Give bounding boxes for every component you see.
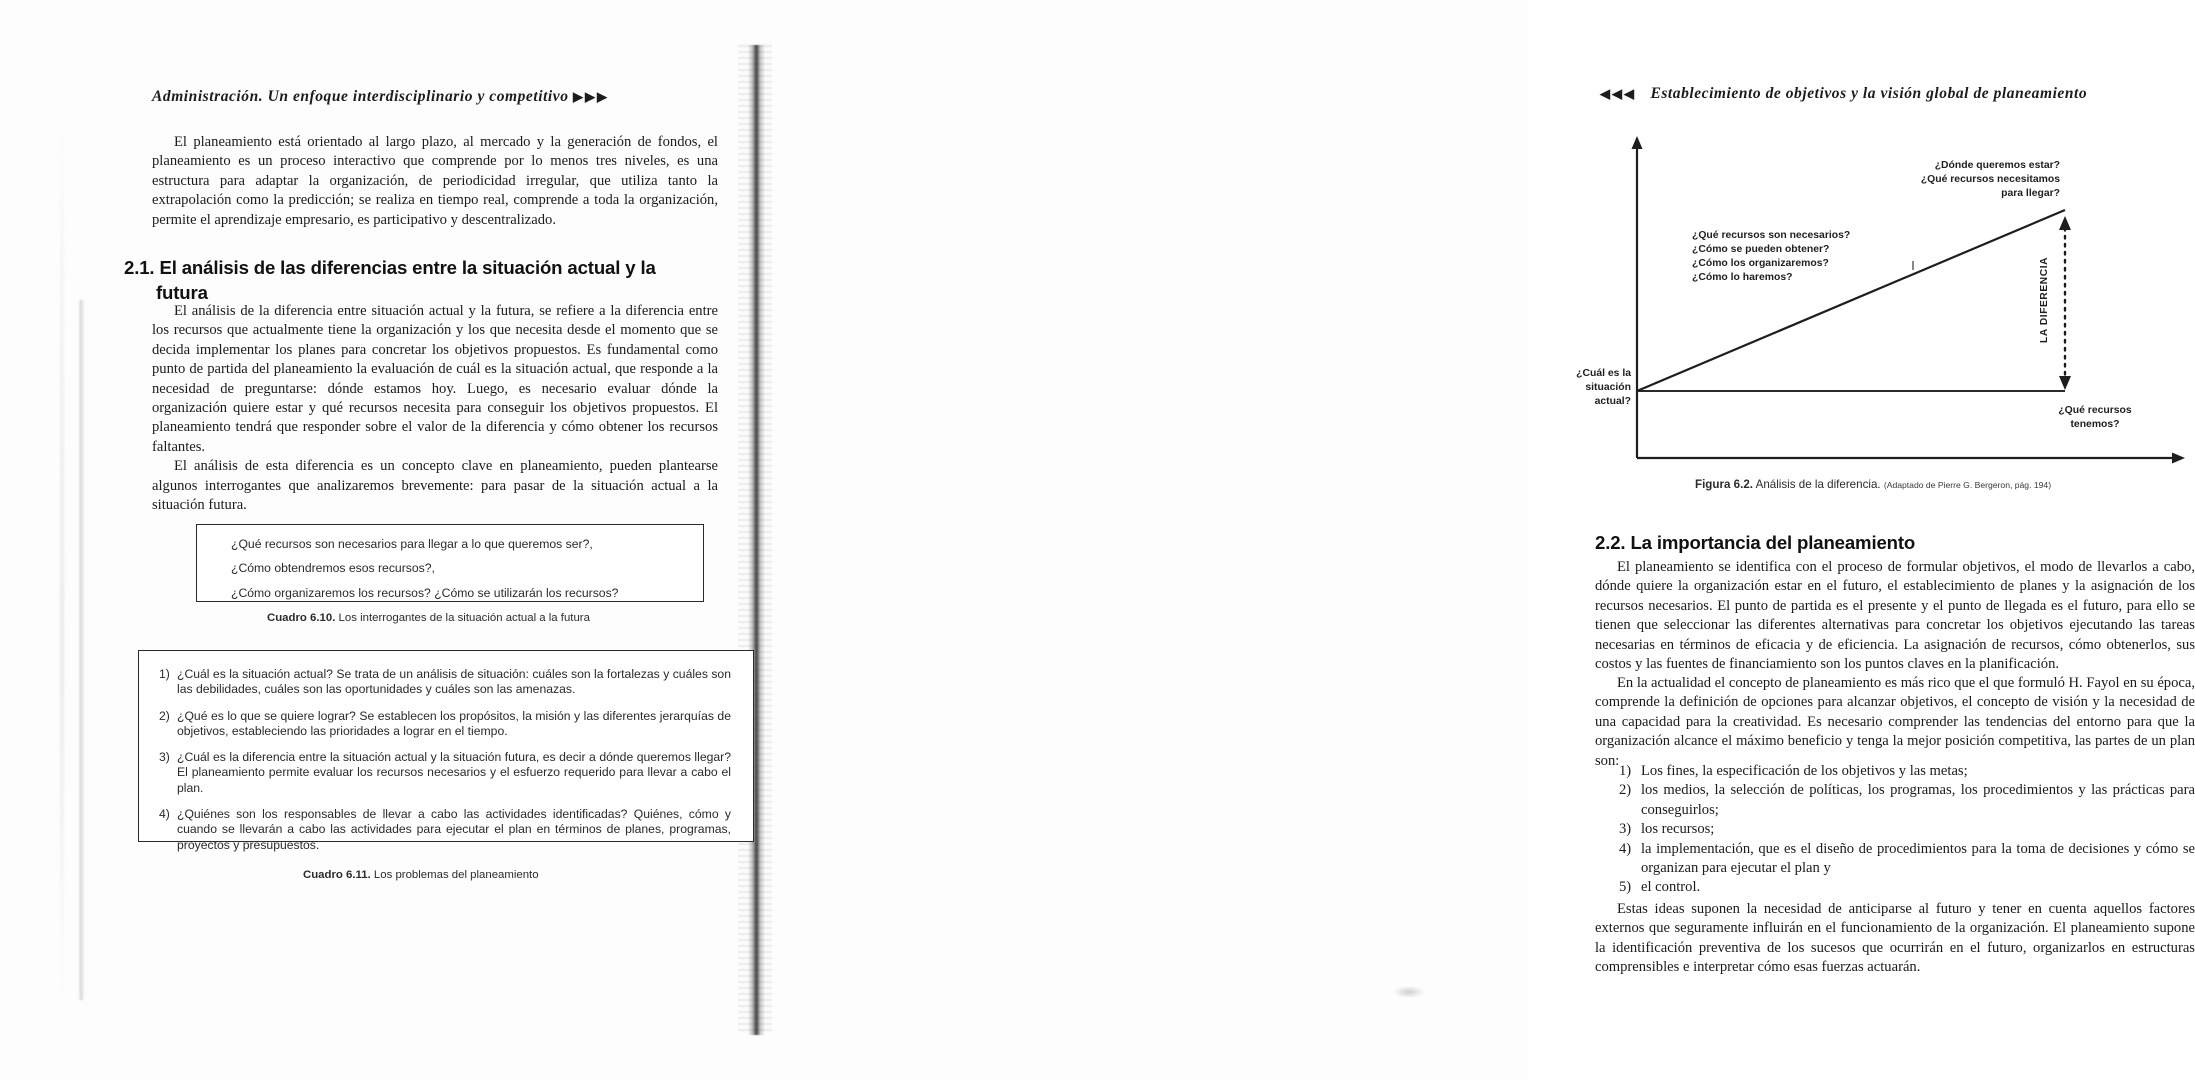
annotation-origin-line3: actual? bbox=[1594, 396, 1631, 407]
annotation-middle-left-line1: ¿Qué recursos son necesarios? bbox=[1692, 230, 1851, 241]
plan-part-1-text: Los fines, la especificación de los objetivos y las metas; bbox=[1641, 763, 1968, 779]
left-page bbox=[0, 0, 745, 1080]
cuadro-6-10-caption-text: Los interrogantes de la situación actual a la futura bbox=[338, 612, 590, 624]
right-paragraph-1: El planeamiento se identifica con el proceso de formular objetivos, el modo de llevarlos a cabo, dónde quiere la organización estar en el futuro, el establecimiento de planes y la asignación de los recursos necesarios. El punto de partida es el presente y el punto de llegada es el futuro, para ello se tienen que seleccionar las diferentes alternativas para concretar los objetivos ejecutando las tareas necesarias en términos de eficacia y de eficiencia. La asignación de recursos, cómo obtenerlos, sus costos y las fuentes de financiamiento son los puntos claves en la planificación. bbox=[1595, 559, 2195, 673]
gap-arrow-down bbox=[2059, 376, 2071, 390]
cuadro-6-11-box bbox=[138, 650, 754, 852]
list-item bbox=[1595, 781, 2195, 820]
cuadro-6-10-line-2: ¿Cómo obtendremos esos recursos?, bbox=[231, 561, 435, 576]
cuadro-6-11-caption-text: Los problemas del planeamiento bbox=[373, 869, 539, 881]
section-2-1-number: 2.1. bbox=[124, 257, 155, 278]
right-paragraph-3: Estas ideas suponen la necesidad de anticiparse al futuro y tener en cuenta aquellos factores externos que seguramente influirán en el funcionamiento de la organización. El planeamiento supone la identificación preventiva de los sucesos que ocurrirán en el futuro, organizarlos en estructuras comprensibles e interpretar cómo esas fuerzas actuarán. bbox=[1595, 901, 2195, 976]
chevron-right-icon: ▶▶▶ bbox=[572, 89, 609, 104]
cuadro-6-11-item-2-number: 2) bbox=[159, 708, 170, 723]
annotation-middle-left-line4: ¿Cómo lo haremos? bbox=[1692, 272, 1793, 283]
list-item bbox=[151, 667, 731, 698]
figura-6-2-caption-label: Figura 6.2. bbox=[1695, 478, 1753, 491]
list-item bbox=[1595, 820, 2195, 839]
left-running-head-text: Administración. Un enfoque interdisciplinario y competitivo bbox=[152, 88, 569, 105]
book-gutter-shadow bbox=[748, 45, 765, 1035]
left-paragraphs-block bbox=[152, 302, 718, 515]
list-item bbox=[151, 709, 731, 740]
cuadro-6-11-item-1-text: ¿Cuál es la situación actual? Se trata de un análisis de situación: cuáles son la fortalezas y cuáles son las debilidades, cuáles son las oportunidades y cuáles son las amenazas. bbox=[177, 667, 731, 697]
figura-6-2 bbox=[1576, 128, 2195, 478]
gap-analysis-chart bbox=[1576, 128, 2195, 478]
cuadro-6-11-item-3-number: 3) bbox=[159, 750, 170, 765]
list-item bbox=[151, 807, 731, 853]
annotation-bottom-right-line2: tenemos? bbox=[2070, 419, 2120, 430]
left-paragraph-2: El análisis de la diferencia entre situación actual y la futura, se refiere a la diferencia entre los recursos que actualmente tiene la organización y los que necesita desde el momento que se decida implementar los planes para concretar los objetivos propuestos. Es fundamental como punto de partida del planeamiento la evaluación de cuál es la situación actual, que responde a la necesidad de preguntarse: dónde estamos hoy. Luego, es necesario evaluar dónde la organización quiere estar y qué recursos necesita para conseguir los objetivos propuestos. El planeamiento tendrá que responder sobre el valor de la diferencia y cómo obtener los recursos faltantes. bbox=[152, 303, 718, 455]
left-paragraph-1-block bbox=[152, 133, 718, 230]
figura-6-2-caption-source: (Adaptado de Pierre G. Bergeron, pág. 194) bbox=[1883, 480, 2052, 490]
plan-part-5-text: el control. bbox=[1641, 879, 1701, 896]
figura-6-2-caption bbox=[1695, 478, 2051, 491]
plan-part-1-number: 1) bbox=[1619, 763, 1632, 779]
y-axis-arrowhead bbox=[1632, 136, 1643, 149]
cuadro-6-11-content bbox=[139, 651, 753, 853]
section-2-1-heading bbox=[124, 255, 724, 305]
cuadro-6-11-item-4-text: ¿Quiénes son los responsables de llevar a cabo las actividades identificadas? Quiénes, cómo y cuando se llevarán a cabo las actividades para ejecutar el plan en términos de planes, programas, proyectos y presupuestos. bbox=[177, 807, 731, 852]
section-2-1-title-line1: El análisis de las diferencias entre la situación actual y la bbox=[159, 257, 656, 278]
plan-part-5-number: 5) bbox=[1619, 879, 1632, 896]
annotation-origin-line1: ¿Cuál es la bbox=[1576, 368, 1631, 379]
cuadro-6-10-caption-label: Cuadro 6.10. bbox=[267, 612, 336, 624]
list-item bbox=[1595, 840, 2195, 879]
plan-part-4-number: 4) bbox=[1619, 840, 1632, 857]
annotation-middle-left-line3: ¿Cómo los organizaremos? bbox=[1692, 258, 1829, 269]
chevron-left-icon: ◀◀◀ bbox=[1600, 86, 1636, 101]
left-paragraph-1: El planeamiento está orientado al largo plazo, al mercado y la generación de fondos, el planeamiento es un proceso interactivo que comprende por lo menos tres niveles, es una estructura para adaptar la organización, de periodicidad irregular, que utiliza tanto la extrapolación como la predicción; se realiza en tiempo real, comprende a toda la organización, permite el aprendizaje empresario, es participativo y descentralizado. bbox=[152, 134, 718, 228]
left-paragraph-3: El análisis de esta diferencia es un concepto clave en planeamiento, pueden plantearse algunos interrogantes que analizaremos brevemente: para pasar de la situación actual a la situación futura. bbox=[152, 458, 718, 514]
figura-6-2-caption-text: Análisis de la diferencia. bbox=[1755, 478, 1881, 491]
annotation-top-right-line2: ¿Qué recursos necesitamos bbox=[1920, 174, 2060, 185]
right-paragraph-1-block bbox=[1595, 558, 2195, 674]
annotation-bottom-right-line1: ¿Qué recursos bbox=[2058, 405, 2132, 416]
plan-parts-list bbox=[1595, 762, 2195, 898]
plan-part-3-number: 3) bbox=[1619, 821, 1632, 838]
cuadro-6-11-item-2-text: ¿Qué es lo que se quiere lograr? Se establecen los propósitos, la misión y las diferentes jerarquías de objetivos, estableciendo las prioridades a lograr en el tiempo. bbox=[177, 708, 731, 738]
plan-part-2-number: 2) bbox=[1619, 782, 1632, 799]
cuadro-6-11-item-3-text: ¿Cuál es la diferencia entre la situación actual y la situación futura, es decir a dónde queremos llegar? El planeamiento permite evaluar los recursos necesarios y el esfuerzo requerido para llevar a cabo el plan. bbox=[177, 750, 731, 795]
right-running-head bbox=[1600, 85, 2087, 103]
right-page bbox=[765, 0, 2195, 1080]
right-running-head-text: Establecimiento de objetivos y la visión global de planeamiento bbox=[1650, 85, 2088, 102]
left-running-head bbox=[152, 88, 609, 106]
right-paragraph-2: En la actualidad el concepto de planeamiento es más rico que el que formuló H. Fayol en su época, comprende la definición de opciones para alcanzar objetivos, el concepto de visión y la necesidad de una capacidad para la creatividad. Es necesario comprender las tendencias del entorno para que la organización alcance el máximo beneficio y tenga la mejor posición competitiva, las partes de un plan son: bbox=[1595, 675, 2195, 769]
cuadro-6-11-item-1-number: 1) bbox=[159, 667, 170, 681]
annotation-top-right-line1: ¿Dónde queremos estar? bbox=[1934, 160, 2060, 171]
annotation-top-right-line3: para llegar? bbox=[2001, 188, 2060, 199]
cuadro-6-11-caption bbox=[303, 869, 539, 881]
cuadro-6-10-content bbox=[197, 525, 703, 601]
cuadro-6-10-line-3: ¿Cómo organizaremos los recursos? ¿Cómo se utilizarán los recursos? bbox=[231, 585, 619, 600]
section-2-1-title-line2: futura bbox=[156, 282, 208, 303]
plan-part-3-text: los recursos; bbox=[1641, 821, 1715, 838]
cuadro-6-10-line-1: ¿Qué recursos son necesarios para llegar a lo que queremos ser?, bbox=[231, 537, 593, 551]
section-2-2-title: La importancia del planeamiento bbox=[1630, 532, 1916, 553]
cuadro-6-10-caption bbox=[267, 612, 590, 624]
right-paragraph-3-block bbox=[1595, 900, 2195, 978]
plan-part-4-text: la implementación, que es el diseño de procedimientos para la toma de decisiones y cómo se organizan para ejecutar el plan y bbox=[1641, 840, 2195, 877]
cuadro-6-10-box bbox=[196, 524, 704, 602]
list-item bbox=[1595, 878, 2195, 897]
list-item bbox=[151, 750, 731, 796]
list-item bbox=[1595, 762, 2195, 781]
plan-part-2-text: los medios, la selección de políticas, los programas, los procedimientos y las prácticas para conseguirlos; bbox=[1641, 782, 2195, 818]
x-axis-arrowhead bbox=[2172, 453, 2185, 464]
right-paragraph-2-block bbox=[1595, 674, 2195, 771]
cuadro-6-11-caption-label: Cuadro 6.11. bbox=[303, 869, 371, 881]
cuadro-6-11-item-4-number: 4) bbox=[159, 807, 170, 822]
gap-arrow-up bbox=[2059, 216, 2071, 230]
section-2-2-heading bbox=[1595, 530, 2195, 555]
annotation-middle-left-line2: ¿Cómo se pueden obtener? bbox=[1692, 244, 1830, 255]
gap-label: LA DIFERENCIA bbox=[2039, 256, 2050, 343]
annotation-origin-line2: situación bbox=[1585, 382, 1631, 393]
section-2-2-number: 2.2. bbox=[1595, 532, 1626, 553]
